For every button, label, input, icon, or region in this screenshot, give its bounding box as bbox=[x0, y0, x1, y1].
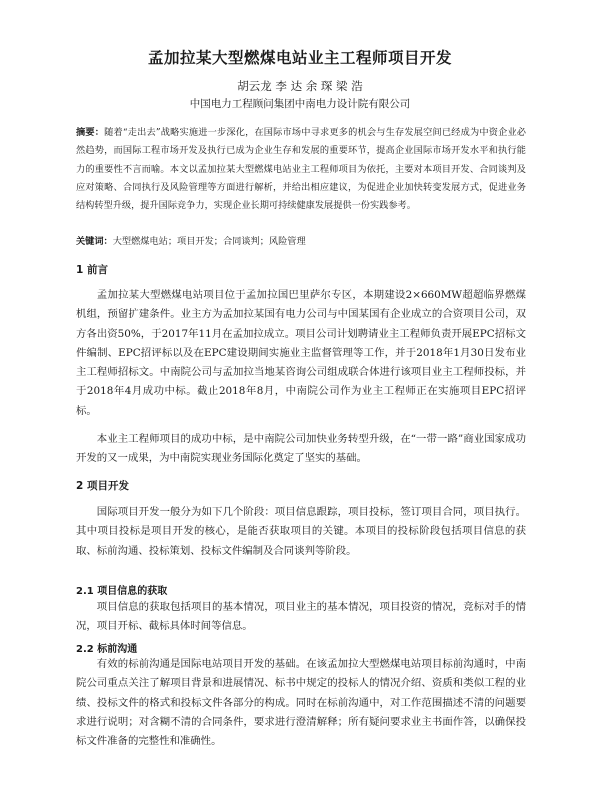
abstract-text: 随着“走出去”战略实施进一步深化，在国际市场中寻求更多的机会与生存发展空间已经成为中资企业必然趋势，而国际工程市场开发及执行已成为企业生存和发展的重要环节，提高企业国际市场开发水平和执行能力的重要性不言而喻。本文以孟加拉某大型燃煤电站业主工程师项目为依托，主要对本项目开发、合同谈判及应对策略、合同执行及风险管理等方面进行解析，并给出相应建议，为促进企业加快转变发展方式，促进业务结构转型升级，提升国际竞争力，实现企业长期可持续健康发展提供一份实践参考。 bbox=[76, 127, 526, 212]
section-2-paragraph-1: 国际项目开发一般分为如下几个阶段：项目信息跟踪，项目投标，签订项目合同，项目执行。其中项目投标是项目开发的核心，是能否获取项目的关键。本项目的投标阶段包括项目信息的获取、标前沟通、投标策划、投标文件编制及合同谈判等阶段。 bbox=[76, 506, 526, 557]
keywords bbox=[76, 233, 526, 251]
subsection-heading-2-2: 2.2 标前沟通 bbox=[76, 644, 138, 655]
subsection-heading-2-1: 2.1 项目信息的获取 bbox=[76, 586, 168, 597]
keywords-label: 关键词： bbox=[76, 236, 113, 247]
section-heading-introduction: 1 前言 bbox=[76, 264, 108, 276]
authors: 胡云龙 李 达 余 琛 梁 浩 bbox=[237, 79, 363, 93]
section-1-paragraph-1: 孟加拉某大型燃煤电站项目位于孟加拉国巴里萨尔专区，本期建设2×660MW超超临界燃煤机组，预留扩建条件。业主方为孟加拉某国有电力公司与中国某国有企业成立的合资项目公司，双方各出资50%，于2017年11月在孟加拉成立。项目公司计划聘请业主工程师负责开展EPC招标文件编制、EPC招评标以及在EPC建设期间实施业主监督管理等工作，并于2018年1月30日发布业主工程师招标文。中南院公司与孟加拉当地某咨询公司组成联合体进行该项目业主工程师投标，并于2018年4月成功中标。截止2018年8月，中南院公司作为业主工程师正在实施项目EPC招评标。 bbox=[76, 289, 526, 417]
paper-title: 孟加拉某大型燃煤电站业主工程师项目开发 bbox=[147, 49, 452, 67]
subsection-2-2-paragraph: 有效的标前沟通是国际电站项目开发的基础。在该孟加拉大型燃煤电站项目标前沟通时，中南院公司重点关注了解项目背景和进展情况、标书中规定的投标人的情况介绍、资质和类似工程的业绩、投标文件的格式和投标文件各部分的构成。同时在标前沟通中，对工作范围描述不清的问题要求进行说明；对含糊不清的合同条件，要求进行澄清解释；所有疑问要求业主书面作答，以确保投标文件准备的完整性和准确性。 bbox=[76, 658, 526, 748]
affiliation: 中国电力工程顾问集团中南电力设计院有限公司 bbox=[189, 98, 411, 110]
abstract-label: 摘要： bbox=[76, 127, 105, 138]
keywords-text: 大型燃煤电站；项目开发；合同谈判；风险管理 bbox=[112, 236, 306, 247]
section-1-paragraph-2: 本业主工程师项目的成功中标，是中南院公司加快业务转型升级，在“一带一路”商业国家成功开发的又一成果，为中南院实现业务国际化奠定了坚实的基础。 bbox=[76, 433, 526, 465]
abstract bbox=[76, 124, 526, 215]
subsection-2-1-paragraph: 项目信息的获取包括项目的基本情况，项目业主的基本情况，项目投资的情况，竞标对手的情况，项目开标、截标具体时间等信息。 bbox=[76, 601, 526, 633]
section-heading-project-development: 2 项目开发 bbox=[76, 480, 129, 492]
